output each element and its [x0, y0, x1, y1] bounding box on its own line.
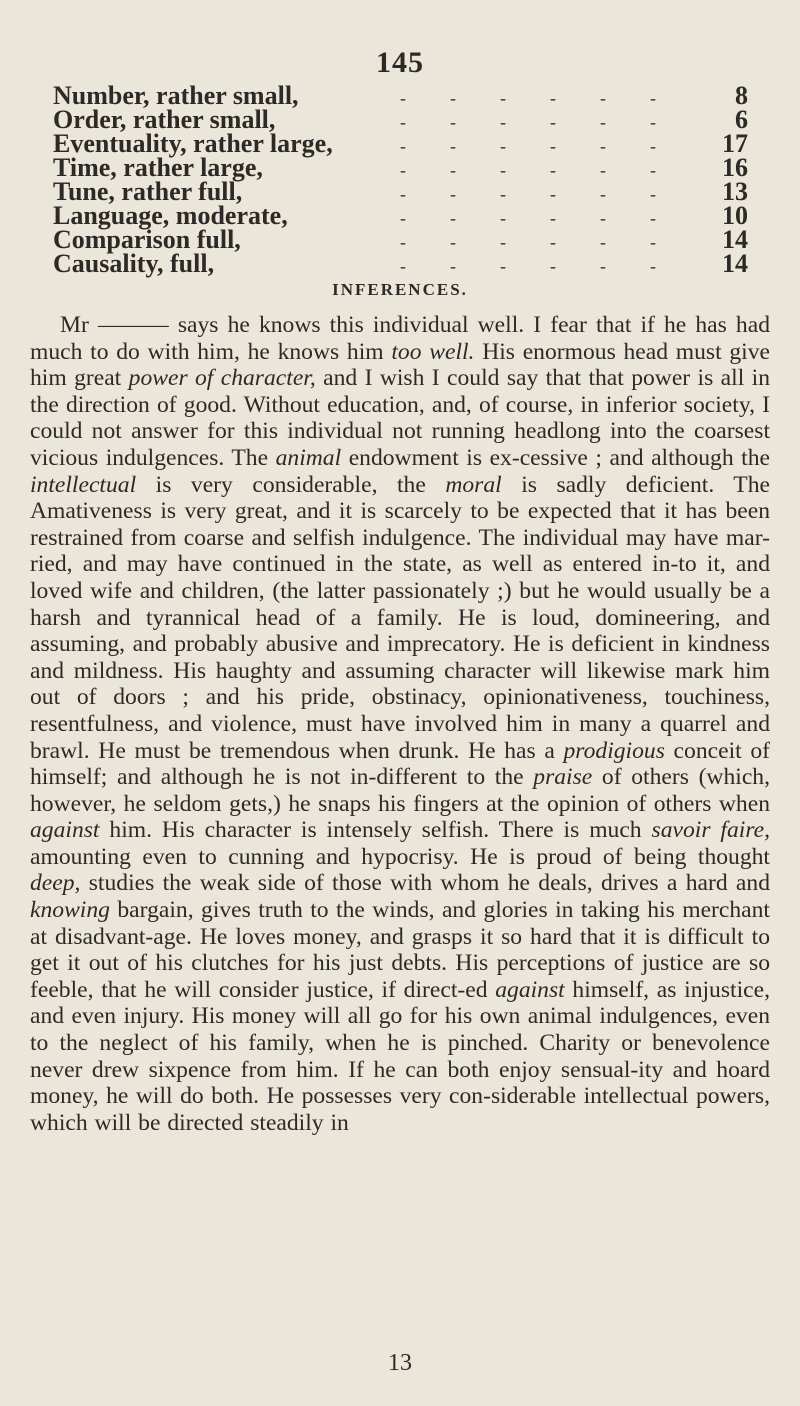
faculty-label: Order, rather small,: [53, 105, 276, 134]
italic-run: moral: [445, 471, 502, 498]
text-run: is very considerable, the: [136, 471, 446, 498]
text-run: of others (which, however, he seldom gets,) he snaps his fingers at the opinion of others when: [30, 764, 770, 817]
text-run: conceit of himself; and although he is not in-different to the: [30, 737, 770, 791]
text-run: bargain, gives truth to the winds, and glories in taking his merchant at disadvant-age. He loves money, and grasps it so hard that it is difficult to get it out of his clutches for his just debts. His perceptions of justice are so feeble, that he will consider justice, if direct-ed: [30, 897, 770, 1003]
text-run: him. His character is intensely selfish. There is much: [99, 817, 652, 844]
italic-run: against: [495, 976, 565, 1003]
faculty-value: 13: [722, 177, 748, 206]
faculty-label: Number, rather small,: [53, 81, 299, 110]
faculty-value: 17: [722, 129, 748, 158]
faculty-label: Eventuality, rather large,: [53, 129, 333, 158]
signature-number: 13: [388, 1350, 412, 1376]
italic-run: power of character,: [128, 365, 316, 392]
leader-dashes: ------: [400, 232, 700, 252]
faculty-label: Time, rather large,: [53, 153, 263, 182]
italic-run: prodigious: [563, 737, 665, 764]
faculty-value: 6: [735, 105, 748, 134]
italic-run: animal: [275, 444, 342, 471]
inferences-paragraph: [30, 312, 770, 1136]
italic-run: savoir faire,: [651, 817, 770, 844]
faculty-value: 14: [722, 249, 748, 278]
faculty-table: [53, 81, 748, 278]
faculty-value: 16: [722, 153, 748, 182]
italic-run: intellectual: [30, 471, 137, 498]
faculty-value: 10: [722, 201, 748, 230]
text-run: is sadly deficient. The Amativeness is very great, and it is scarcely to be expected that it has been restrained from coarse and selfish indulgence. The individual may have mar-ried, and may have continued in the state, as well as entered in-to it, and loved wife and children, (the latter passionately ;) but he would usually be a harsh and tyrannical head of a family. He is loud, domineering, and assuming, and probably abusive and imprecatory. He is deficient in kindness and mildness. His haughty and assuming character will likewise mark him out of doors ; and his pride, obstinacy, opinionativeness, touchiness, resentfulness, and violence, must have involved him in many a quarrel and brawl. He must be tremendous when drunk. He has a: [30, 471, 770, 764]
faculty-row: [53, 249, 748, 278]
leader-dashes: ------: [400, 112, 700, 132]
faculty-label: Language, moderate,: [53, 201, 288, 230]
italic-run: knowing: [30, 897, 110, 924]
text-run: His enormous head must give him great: [30, 338, 770, 392]
text-run: himself, as injustice, and even injury. His money will all go for his own animal indulgences, even to the neglect of his family, when he is pinched. Charity or benevolence never drew sixpence from him. If he can both enjoy sensual-ity and hoard money, he will do both. He possesses very con-siderable intellectual powers, which will be directed steadily in: [30, 976, 770, 1136]
leader-dashes: ------: [400, 88, 700, 108]
section-heading: INFERENCES.: [332, 280, 468, 299]
italic-run: against: [30, 817, 100, 844]
leader-dashes: ------: [400, 256, 700, 276]
italic-run: too well.: [391, 338, 475, 365]
leader-dashes: ------: [400, 208, 700, 228]
text-run: Mr ——— says he knows this individual well. I fear that if he has had much to do with him, he knows him: [30, 312, 770, 365]
leader-dashes: ------: [400, 160, 700, 180]
text-run: amounting even to cunning and hypocrisy. He is proud of being thought: [30, 843, 770, 870]
text-run: studies the weak side of those with whom he deals, drives a hard and: [80, 870, 770, 897]
faculty-label: Comparison full,: [53, 225, 241, 254]
italic-run: deep,: [30, 870, 81, 897]
faculty-label: Tune, rather full,: [53, 177, 243, 206]
italic-run: praise: [533, 764, 593, 791]
leader-dashes: ------: [400, 136, 700, 156]
page-number: 145: [376, 46, 424, 79]
leader-dashes: ------: [400, 184, 700, 204]
faculty-label: Causality, full,: [53, 249, 215, 278]
faculty-value: 14: [722, 225, 748, 254]
faculty-value: 8: [735, 81, 748, 110]
text-run: and I wish I could say that that power is all in the direction of good. Without education, and, of course, in inferior society, I could not answer for this individual not running headlong into the coarsest vicious indulgences. The: [30, 365, 770, 471]
text-run: endowment is ex-cessive ; and although the: [341, 444, 770, 471]
